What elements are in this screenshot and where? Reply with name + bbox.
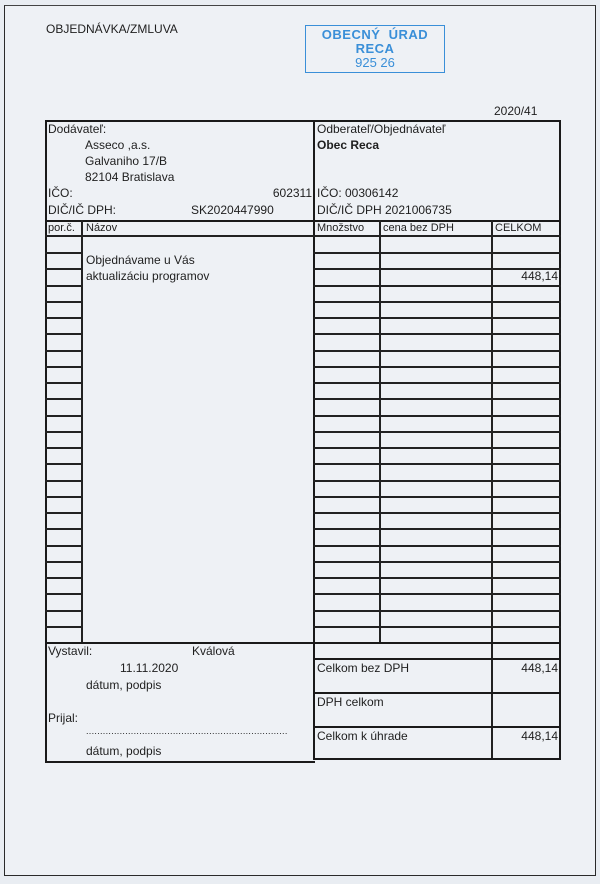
col-header-total: CELKOM: [495, 222, 542, 234]
row-line-right: [313, 512, 561, 514]
table-border-right: [559, 120, 561, 760]
row-line-left: [45, 577, 82, 579]
row-line-right: [313, 398, 561, 400]
row-line-left: [45, 512, 82, 514]
row-line-right: [313, 447, 561, 449]
item-description-line-2: aktualizáciu programov: [86, 269, 210, 283]
row-line-left: [45, 382, 82, 384]
summary-divider-1: [313, 658, 561, 660]
row-line-right: [313, 496, 561, 498]
row-line-left: [45, 285, 82, 287]
column-header-bottom: [45, 235, 561, 237]
office-stamp: [305, 25, 445, 73]
row-line-right: [313, 593, 561, 595]
stamp-line-2: RECA: [355, 41, 395, 56]
row-line-left: [45, 366, 82, 368]
row-line-left: [45, 480, 82, 482]
stamp-line-3: 925 26: [355, 55, 395, 70]
summary-net-label: Celkom bez DPH: [317, 661, 410, 675]
issued-date: 11.11.2020: [120, 661, 179, 675]
row-line-right: [313, 415, 561, 417]
customer-label: Odberateľ/Objednávateľ: [317, 122, 446, 136]
supplier-street: Galvaniho 17/B: [85, 154, 168, 168]
supplier-ico-value: 602311: [272, 186, 312, 200]
row-line-left: [45, 301, 82, 303]
received-label: Prijal:: [48, 711, 79, 725]
supplier-name: Asseco ,a.s.: [85, 138, 151, 152]
row-line-left: [45, 398, 82, 400]
row-line-left: [45, 463, 82, 465]
row-line-right: [313, 561, 561, 563]
col-header-qty: Množstvo: [317, 222, 365, 234]
supplier-label: Dodávateľ:: [48, 122, 107, 136]
footer-top-border: [45, 642, 561, 644]
document-title: OBJEDNÁVKA/ZMLUVA: [46, 22, 178, 36]
table-border-left: [45, 120, 47, 763]
stamp-line-1: OBECNÝ ÚRAD: [321, 27, 429, 42]
customer-name: Obec Reca: [317, 138, 380, 152]
row-line-left: [45, 333, 82, 335]
table-border-top: [45, 120, 561, 122]
row-line-right: [313, 333, 561, 335]
summary-vat-label: DPH celkom: [317, 695, 384, 709]
row-line-left: [45, 593, 82, 595]
summary-bottom-border: [313, 758, 561, 760]
row-line-right: [313, 528, 561, 530]
row-line-right: [313, 626, 561, 628]
row-line-left: [45, 447, 82, 449]
order-number: 2020/41: [494, 104, 538, 118]
row-line-left: [45, 496, 82, 498]
row-line-left: [45, 268, 82, 270]
row-line-left: [45, 610, 82, 612]
row-line-right: [313, 317, 561, 319]
row-line-left: [45, 415, 82, 417]
row-line-left: [45, 626, 82, 628]
row-line-right: [313, 350, 561, 352]
row-line-right: [313, 301, 561, 303]
customer-dic: DIČ/IČ DPH 2021006735: [317, 203, 452, 217]
footer-left-bottom-border: [45, 761, 315, 763]
item-description-line-1: Objednávame u Vás: [86, 253, 195, 267]
row-line-right: [313, 577, 561, 579]
row-line-left: [45, 528, 82, 530]
row-line-left: [45, 350, 82, 352]
issued-by: Kválová: [192, 644, 235, 658]
summary-net-value: 448,14: [521, 661, 558, 675]
supplier-ico-label: IČO:: [48, 186, 73, 200]
row-line-left: [45, 252, 82, 254]
row-line-right: [313, 382, 561, 384]
col-header-price: cena bez DPH: [383, 222, 454, 234]
col-header-no: por.č.: [48, 222, 75, 234]
header-bottom-border: [45, 220, 561, 222]
row-line-left: [45, 561, 82, 563]
row-line-right: [313, 463, 561, 465]
supplier-dic-label: DIČ/IČ DPH:: [48, 203, 117, 217]
issued-sign-caption: dátum, podpis: [86, 678, 162, 692]
customer-ico: IČO: 00306142: [317, 186, 399, 200]
table-middle-divider: [313, 120, 315, 760]
summary-due-label: Celkom k úhrade: [317, 729, 408, 743]
summary-divider-2: [313, 692, 561, 694]
issued-label: Vystavil:: [48, 644, 93, 658]
row-line-right: [313, 366, 561, 368]
supplier-city: 82104 Bratislava: [85, 170, 175, 184]
summary-divider-3: [313, 726, 561, 728]
row-line-right: [313, 610, 561, 612]
received-sign-caption: dátum, podpis: [86, 744, 162, 758]
item-row-total: 448,14: [521, 269, 558, 283]
col-header-name: Názov: [86, 222, 118, 234]
row-line-left: [45, 317, 82, 319]
row-line-right: [313, 285, 561, 287]
summary-due-value: 448,14: [521, 729, 558, 743]
row-line-right: [313, 545, 561, 547]
row-line-left: [45, 431, 82, 433]
received-signature-line: ........................................................................: [86, 726, 288, 736]
row-line-left: [45, 545, 82, 547]
row-line-right: [313, 252, 561, 254]
supplier-dic-value: SK2020447990: [191, 203, 274, 217]
row-line-right: [313, 431, 561, 433]
row-line-right: [313, 480, 561, 482]
